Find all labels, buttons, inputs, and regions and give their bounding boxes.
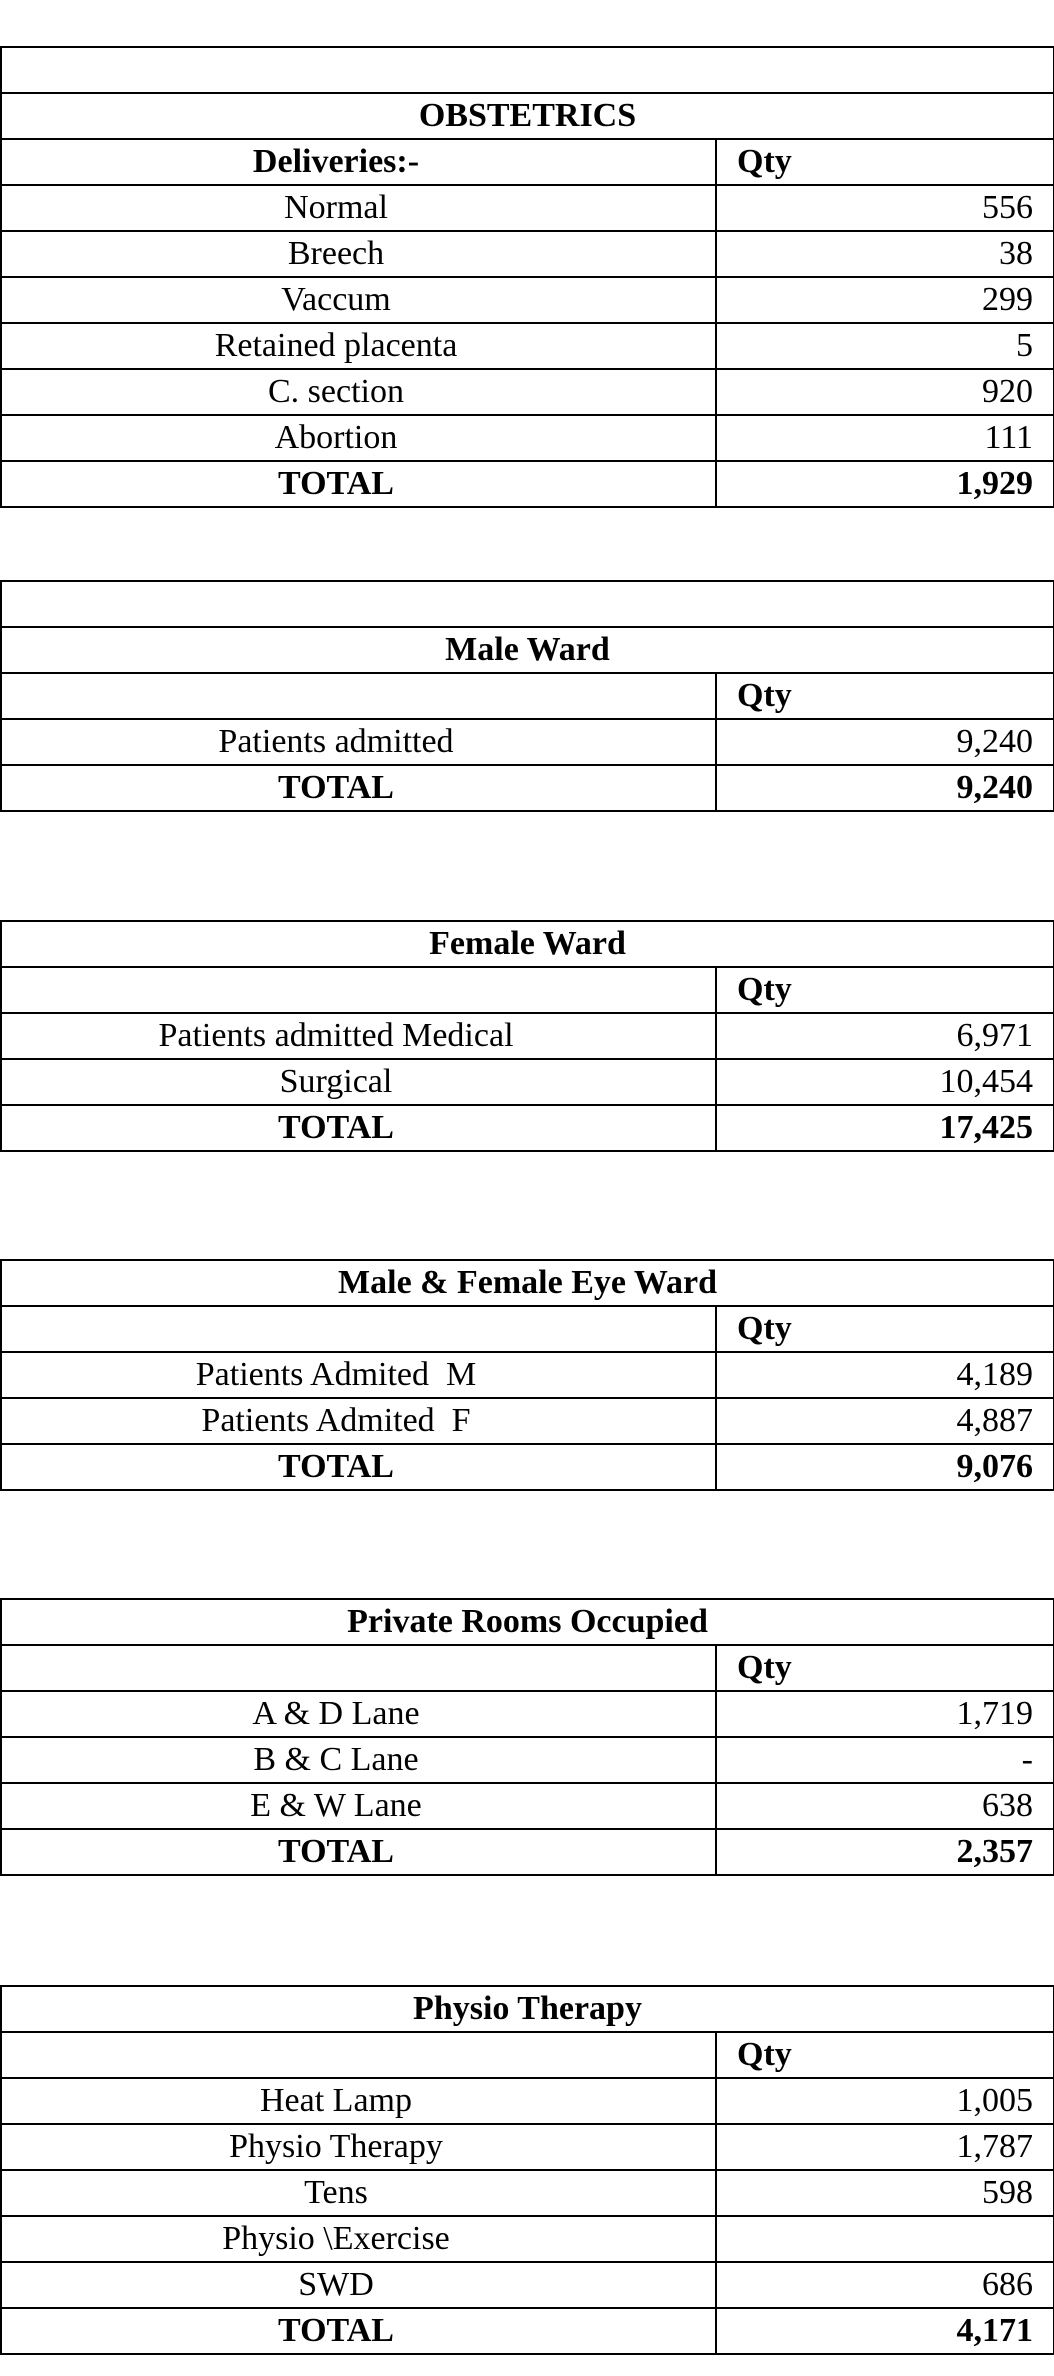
total-value: 4,171 <box>716 2308 1054 2354</box>
row-qty: 4,887 <box>716 1398 1054 1444</box>
table-row <box>1 185 1054 231</box>
total-label: TOTAL <box>1 1829 716 1875</box>
blank-header <box>1 673 716 719</box>
total-value: 1,929 <box>716 461 1054 507</box>
column-header-row <box>1 673 1054 719</box>
row-label: Abortion <box>1 415 716 461</box>
blank-header <box>1 1306 716 1352</box>
table-row <box>1 369 1054 415</box>
table-row <box>1 1691 1054 1737</box>
table-row <box>1 719 1054 765</box>
row-qty: 1,719 <box>716 1691 1054 1737</box>
row-qty: 6,971 <box>716 1013 1054 1059</box>
qty-header: Qty <box>716 2032 1054 2078</box>
total-row <box>1 2308 1054 2354</box>
row-label: E & W Lane <box>1 1783 716 1829</box>
column-header-row <box>1 139 1054 185</box>
table-row <box>1 2170 1054 2216</box>
row-qty: 556 <box>716 185 1054 231</box>
private-rooms-table <box>0 1598 1054 1876</box>
row-label: Physio \Exercise <box>1 2216 716 2262</box>
row-label: A & D Lane <box>1 1691 716 1737</box>
row-label: Physio Therapy <box>1 2124 716 2170</box>
row-qty: 686 <box>716 2262 1054 2308</box>
total-row <box>1 1829 1054 1875</box>
total-label: TOTAL <box>1 1105 716 1151</box>
table-row <box>1 1398 1054 1444</box>
row-label: Heat Lamp <box>1 2078 716 2124</box>
table-row <box>1 231 1054 277</box>
section-title-row <box>1 921 1054 967</box>
table-row <box>1 2124 1054 2170</box>
table-row <box>1 1737 1054 1783</box>
qty-header: Qty <box>716 1306 1054 1352</box>
table-row <box>1 1013 1054 1059</box>
section-title-row <box>1 1599 1054 1645</box>
table-row <box>1 415 1054 461</box>
table-row <box>1 1783 1054 1829</box>
row-label: SWD <box>1 2262 716 2308</box>
qty-header: Qty <box>716 673 1054 719</box>
section-title-row <box>1 93 1054 139</box>
physio-therapy-table <box>0 1985 1054 2355</box>
row-qty: 598 <box>716 2170 1054 2216</box>
row-label: C. section <box>1 369 716 415</box>
table-row <box>1 1059 1054 1105</box>
row-qty: 9,240 <box>716 719 1054 765</box>
row-qty <box>716 2216 1054 2262</box>
row-qty: 1,787 <box>716 2124 1054 2170</box>
blank-header <box>1 2032 716 2078</box>
total-row <box>1 1105 1054 1151</box>
row-qty: 920 <box>716 369 1054 415</box>
total-label: TOTAL <box>1 1444 716 1490</box>
row-qty: 111 <box>716 415 1054 461</box>
total-label: TOTAL <box>1 765 716 811</box>
qty-header: Qty <box>716 967 1054 1013</box>
section-title: Female Ward <box>1 921 1054 967</box>
section-title-row <box>1 1260 1054 1306</box>
total-value: 17,425 <box>716 1105 1054 1151</box>
total-value: 2,357 <box>716 1829 1054 1875</box>
row-label: Surgical <box>1 1059 716 1105</box>
qty-header: Qty <box>716 139 1054 185</box>
total-label: TOTAL <box>1 2308 716 2354</box>
row-qty: 299 <box>716 277 1054 323</box>
row-label: Tens <box>1 2170 716 2216</box>
row-label: Patients Admited F <box>1 1398 716 1444</box>
section-title: Male & Female Eye Ward <box>1 1260 1054 1306</box>
section-title: Private Rooms Occupied <box>1 1599 1054 1645</box>
total-label: TOTAL <box>1 461 716 507</box>
row-qty: 5 <box>716 323 1054 369</box>
row-qty: 1,005 <box>716 2078 1054 2124</box>
table-row <box>1 1352 1054 1398</box>
blank-row <box>1 47 1054 93</box>
row-qty: - <box>716 1737 1054 1783</box>
table-row <box>1 323 1054 369</box>
table-row <box>1 2078 1054 2124</box>
blank-cell <box>1 581 1054 627</box>
table-row <box>1 2262 1054 2308</box>
row-label: Patients Admited M <box>1 1352 716 1398</box>
section-title: Physio Therapy <box>1 1986 1054 2032</box>
qty-header: Qty <box>716 1645 1054 1691</box>
column-header-row <box>1 967 1054 1013</box>
female-ward-table <box>0 920 1054 1152</box>
deliveries-header: Deliveries:- <box>1 139 716 185</box>
row-qty: 638 <box>716 1783 1054 1829</box>
total-row <box>1 461 1054 507</box>
blank-row <box>1 581 1054 627</box>
row-qty: 38 <box>716 231 1054 277</box>
blank-cell <box>1 47 1054 93</box>
row-label: Normal <box>1 185 716 231</box>
blank-header <box>1 967 716 1013</box>
total-row <box>1 1444 1054 1490</box>
blank-header <box>1 1645 716 1691</box>
row-label: Patients admitted Medical <box>1 1013 716 1059</box>
column-header-row <box>1 1645 1054 1691</box>
row-label: Breech <box>1 231 716 277</box>
total-value: 9,076 <box>716 1444 1054 1490</box>
eye-ward-table <box>0 1259 1054 1491</box>
row-label: Retained placenta <box>1 323 716 369</box>
total-value: 9,240 <box>716 765 1054 811</box>
row-qty: 10,454 <box>716 1059 1054 1105</box>
column-header-row <box>1 2032 1054 2078</box>
row-qty: 4,189 <box>716 1352 1054 1398</box>
section-title: OBSTETRICS <box>1 93 1054 139</box>
row-label: B & C Lane <box>1 1737 716 1783</box>
section-title-row <box>1 1986 1054 2032</box>
column-header-row <box>1 1306 1054 1352</box>
row-label: Vaccum <box>1 277 716 323</box>
table-row <box>1 277 1054 323</box>
male-ward-table <box>0 580 1054 812</box>
row-label: Patients admitted <box>1 719 716 765</box>
total-row <box>1 765 1054 811</box>
obstetrics-table <box>0 46 1054 508</box>
section-title-row <box>1 627 1054 673</box>
table-row <box>1 2216 1054 2262</box>
section-title: Male Ward <box>1 627 1054 673</box>
